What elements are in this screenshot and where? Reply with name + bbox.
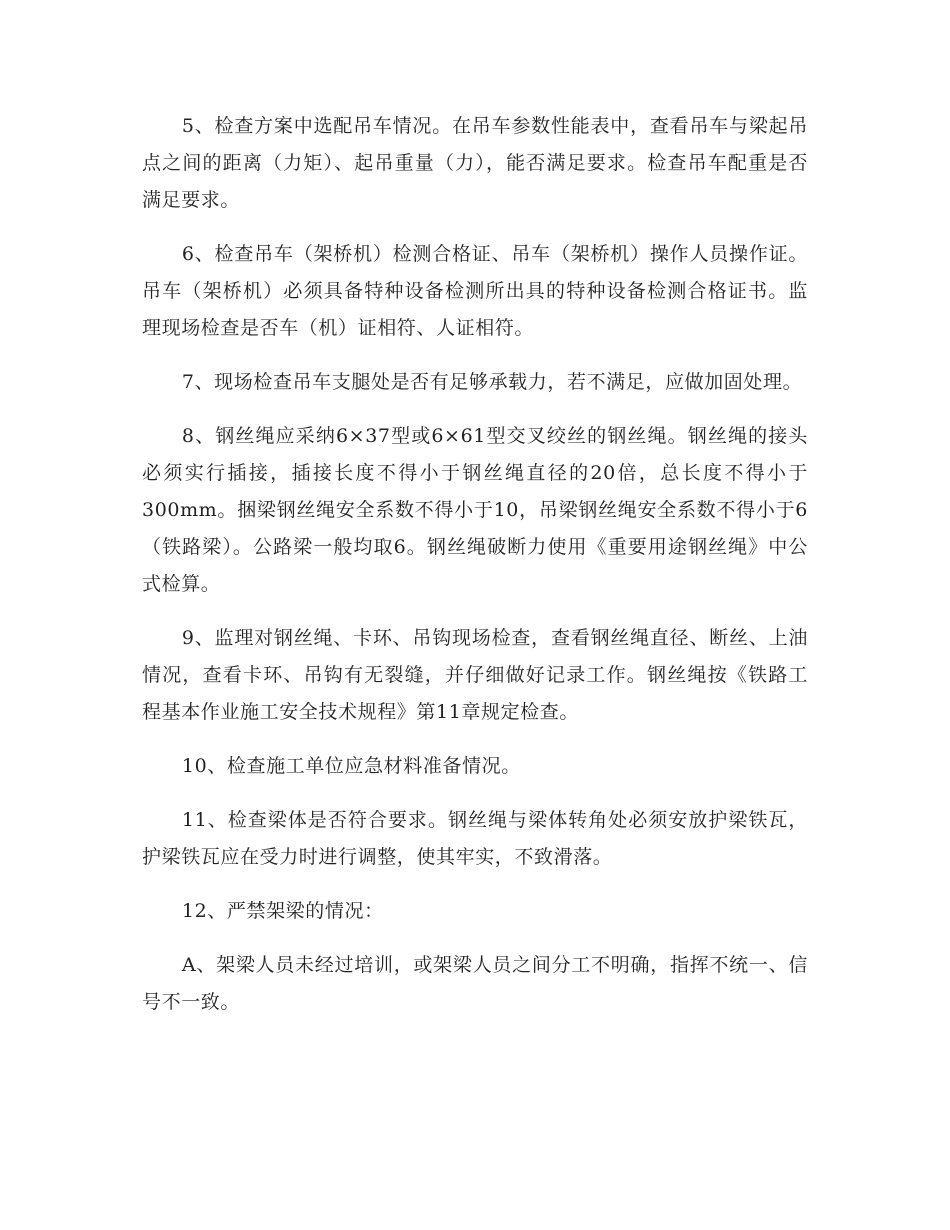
paragraph-item-11: 11、检查梁体是否符合要求。钢丝绳与梁体转角处必须安放护梁铁瓦，护梁铁瓦应在受力时进行调整，使其牢实，不致滑落。 [142,809,808,868]
paragraph-item-12: 12、严禁架梁的情况： [181,900,384,922]
paragraph-item-7: 7、现场检查吊车支腿处是否有足够承载力，若不满足，应做加固处理。 [181,371,803,393]
paragraph-item-a: A、架梁人员未经过培训，或架梁人员之间分工不明确，指挥不统一、信号不一致。 [142,954,808,1013]
paragraph-item-9: 9、监理对钢丝绳、卡环、吊钩现场检查，查看钢丝绳直径、断丝、上油情况，查看卡环、吊钩有无裂缝，并仔细做好记录工作。钢丝绳按《铁路工程基本作业施工安全技术规程》第11章规定检查。 [142,627,808,723]
paragraph-item-8: 8、钢丝绳应采纳6×37型或6×61型交叉绞丝的钢丝绳。钢丝绳的接头必须实行插接，插接长度不得小于钢丝绳直径的20倍，总长度不得小于300mm。捆梁钢丝绳安全系数不得小于10，吊梁钢丝绳安全系数不得小于6（铁路梁）。公路梁一般均取6。钢丝绳破断力使用《重要用途钢丝绳》中公式检算。 [142,425,808,595]
paragraph-item-5: 5、检查方案中选配吊车情况。在吊车参数性能表中，查看吊车与梁起吊点之间的距离（力矩）、起吊重量（力），能否满足要求。检查吊车配重是否满足要求。 [142,115,808,211]
paragraph-item-10: 10、检查施工单位应急材料准备情况。 [181,755,521,777]
paragraph-item-6: 6、检查吊车（架桥机）检测合格证、吊车（架桥机）操作人员操作证。吊车（架桥机）必须具备特种设备检测所出具的特种设备检测合格证书。监理现场检查是否车（机）证相符、人证相符。 [142,243,808,339]
document-page [142,108,808,1038]
